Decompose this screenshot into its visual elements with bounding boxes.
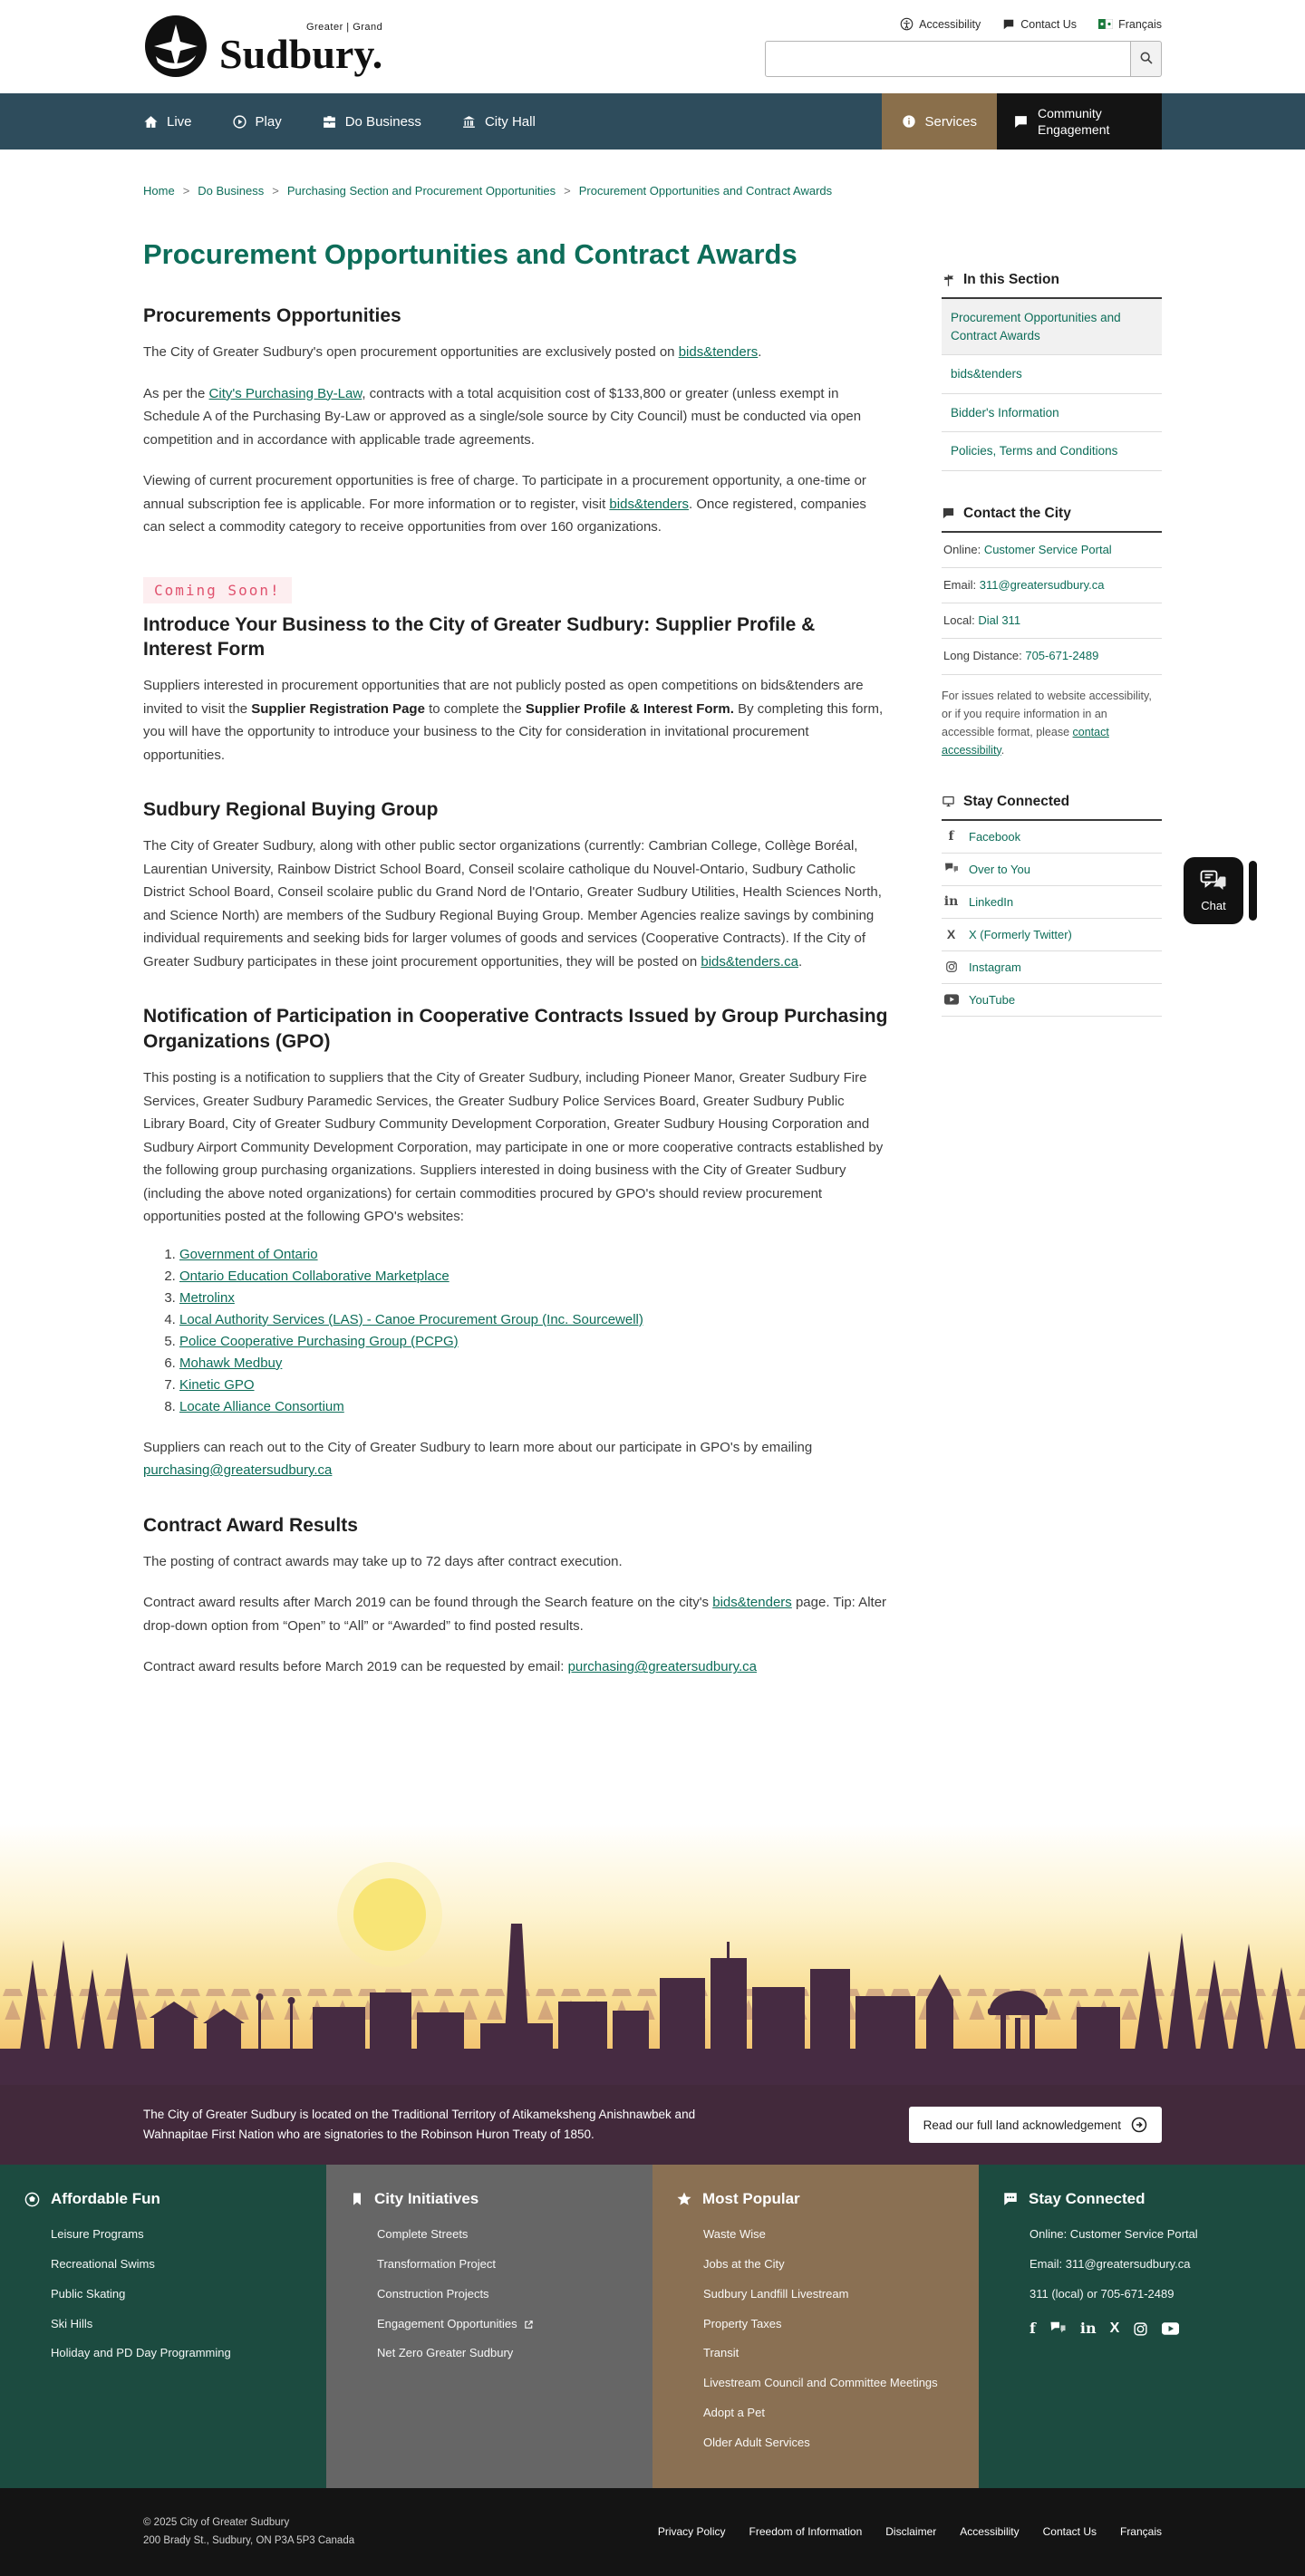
inline-link[interactable]: bids&tenders <box>609 496 689 512</box>
breadcrumb-separator: > <box>272 184 279 198</box>
list-item <box>179 1377 888 1393</box>
search-icon <box>1139 51 1154 68</box>
gpo-link[interactable]: Government of Ontario <box>179 1246 318 1262</box>
site-footer <box>0 2165 1305 2488</box>
site-search <box>765 41 1162 77</box>
utility-links <box>900 17 1162 31</box>
facebook-icon[interactable]: f <box>1030 2320 1036 2338</box>
breadcrumb-purchasing-section[interactable]: Purchasing Section and Procurement Opportunities <box>286 184 556 198</box>
list-item <box>179 1356 888 1371</box>
footer-col-affordable-fun: Affordable Fun Leisure Programs Recreational Swims Public Skating Ski Hills Holiday and PD Day Programming <box>0 2165 326 2488</box>
footer-link[interactable]: Holiday and PD Day Programming <box>51 2346 231 2360</box>
social-row-facebook <box>942 821 1162 854</box>
nav-item-play[interactable]: Play <box>232 114 282 130</box>
site-header <box>0 0 1305 93</box>
gpo-link[interactable]: Local Authority Services (LAS) - Canoe Procurement Group (Inc. Sourcewell) <box>179 1311 643 1327</box>
logo-mark-icon <box>143 14 208 83</box>
social-row-youtube <box>942 984 1162 1017</box>
soccer-ball-icon <box>24 2191 41 2208</box>
breadcrumb <box>143 184 1162 198</box>
footer-link[interactable]: Public Skating <box>51 2286 126 2301</box>
contact-row-online: Online: Customer Service Portal <box>942 533 1162 568</box>
footer-link[interactable]: Sudbury Landfill Livestream <box>703 2286 849 2301</box>
contact-us-link[interactable]: Contact Us <box>1042 2525 1097 2539</box>
over-to-you-icon[interactable] <box>1049 2321 1067 2336</box>
social-row-x <box>942 919 1162 951</box>
main-content <box>143 228 888 1697</box>
footer-link[interactable]: Jobs at the City <box>703 2256 785 2271</box>
contact-city-title: Contact the City <box>963 505 1071 521</box>
gpo-link[interactable]: Mohawk Medbuy <box>179 1355 283 1371</box>
social-row-over-to-you <box>942 854 1162 886</box>
accessibility-link[interactable]: Accessibility <box>900 17 981 31</box>
facebook-link[interactable]: Facebook <box>969 829 1021 844</box>
footer-col-stay-connected: Stay Connected Online: Customer Service Portal Email: 311@greatersudbury.ca 311 (local) or 705-671-2489 f in X <box>979 2165 1305 2488</box>
sidebar-item-policies[interactable]: Policies, Terms and Conditions <box>942 432 1162 471</box>
footer-link[interactable]: Transformation Project <box>377 2256 497 2271</box>
paragraph: Viewing of current procurement opportunities is free of charge. To participate in a procurement opportunity, a one-time or annual subscription fee is applicable. For more information or to register, visit bids&tenders. Once registered, companies can select a commodity category to receive opportunities from over 160 organizations. <box>143 473 866 535</box>
list-item <box>179 1399 888 1414</box>
dial-311-link[interactable]: Dial 311 <box>978 613 1021 628</box>
footer-link[interactable]: Waste Wise <box>703 2227 766 2241</box>
inline-link[interactable]: purchasing@greatersudbury.ca <box>567 1659 757 1675</box>
footer-col-city-initiatives: City Initiatives Complete Streets Transformation Project Construction Projects Engagement Opportunities Net Zero Greater Sudbury <box>326 2165 652 2488</box>
land-acknowledgement-text: The City of Greater Sudbury is located on the Traditional Territory of Atikameksheng Anishnawbek and Wahnapitae First Nation who are signatories to the Robinson Huron Treaty of 1850. <box>143 2107 696 2141</box>
breadcrumb-separator: > <box>564 184 571 198</box>
play-circle-icon <box>232 114 247 130</box>
customer-service-portal-link[interactable]: Customer Service Portal <box>983 542 1112 556</box>
contact-city-box <box>942 506 1162 759</box>
nav-item-live[interactable]: Live <box>143 114 192 130</box>
section-heading-gpo: Notification of Participation in Cooperative Contracts Issued by Group Purchasing Organizations (GPO) <box>143 1006 888 1052</box>
social-row-linkedin <box>942 886 1162 919</box>
info-icon <box>902 114 916 129</box>
chat-bubble-icon <box>1013 114 1029 130</box>
paragraph: The City of Greater Sudbury's open procurement opportunities are exclusively posted on bids&tenders. <box>143 344 762 361</box>
paragraph: Suppliers interested in procurement opportunities that are not publicly posted as open competitions on bids&tenders are invited to visit the Supplier Registration Page to complete the Supplier Profile & Interest Form. By completing this form, you will have the opportunity to introduce your business to the City for consideration in invitational procurement opportunities. <box>143 678 884 763</box>
chat-button[interactable]: Chat <box>1184 857 1243 924</box>
nav-services[interactable]: Services <box>882 93 997 150</box>
bold-text: Supplier Profile & Interest Form. <box>525 700 734 717</box>
bookmark-icon <box>350 2191 364 2207</box>
chat-widget <box>1184 857 1257 924</box>
section-heading-supplier-form: Introduce Your Business to the City of Greater Sudbury: Supplier Profile & Interest Form <box>143 613 816 660</box>
section-sign-icon <box>942 274 955 287</box>
in-this-section-title: In this Section <box>963 272 1059 287</box>
page-title: Procurement Opportunities and Contract Awards <box>143 238 798 270</box>
briefcase-icon <box>322 114 337 130</box>
section-heading-buying-group: Sudbury Regional Buying Group <box>143 799 439 821</box>
house-icon <box>143 114 159 130</box>
disclaimer-link[interactable]: Disclaimer <box>885 2525 937 2539</box>
search-button[interactable] <box>1131 41 1162 77</box>
instagram-link[interactable]: Instagram <box>969 960 1021 974</box>
instagram-icon <box>943 960 959 973</box>
chat-bubble-icon <box>1002 2191 1019 2207</box>
arrow-circle-icon <box>1131 2117 1147 2133</box>
linkedin-icon: in <box>943 894 959 910</box>
linkedin-icon[interactable]: in <box>1079 2320 1097 2338</box>
breadcrumb-separator: > <box>182 184 190 198</box>
footer-link[interactable]: Recreational Swims <box>51 2256 155 2271</box>
site-logo[interactable] <box>143 14 382 83</box>
chat-handle[interactable] <box>1249 861 1257 921</box>
inline-link[interactable]: contact accessibility <box>942 725 1109 757</box>
x-twitter-icon: X <box>946 927 956 942</box>
paragraph: The posting of contract awards may take up to 72 days after contract execution. <box>143 1553 623 1569</box>
facebook-icon: f <box>948 829 954 844</box>
list-item <box>179 1312 888 1327</box>
social-row-instagram <box>942 951 1162 984</box>
footer-link[interactable]: Adopt a Pet <box>703 2406 765 2420</box>
freedom-of-information-link[interactable]: Freedom of Information <box>749 2525 863 2539</box>
list-item <box>179 1247 888 1262</box>
over-to-you-link[interactable]: Over to You <box>969 862 1030 876</box>
external-link-icon <box>524 2320 534 2330</box>
contact-row-long-distance: Long Distance: 705-671-2489 <box>942 639 1162 674</box>
footer-contact-email[interactable]: Email: 311@greatersudbury.ca <box>1030 2256 1191 2271</box>
paragraph: Contract award results after March 2019 can be found through the Search feature on the city's bids&tenders page. Tip: Alter drop-down option from “Open” to “All” or “Awarded” to find posted results. <box>143 1595 887 1634</box>
linkedin-link[interactable]: LinkedIn <box>969 894 1014 909</box>
footer-link[interactable]: Net Zero Greater Sudbury <box>377 2346 514 2360</box>
contact-row-email: Email: 311@greatersudbury.ca <box>942 568 1162 603</box>
footer-link-engagement[interactable]: Engagement Opportunities <box>377 2316 620 2333</box>
long-distance-link[interactable]: 705-671-2489 <box>1025 649 1099 663</box>
inline-link[interactable]: purchasing@greatersudbury.ca <box>143 1462 333 1479</box>
footer-link[interactable]: Complete Streets <box>377 2227 469 2241</box>
accessibility-note: For issues related to website accessibility, or if you require information in an accessible format, please contact accessibility. <box>942 689 1152 757</box>
x-twitter-link[interactable]: X (Formerly Twitter) <box>969 927 1072 941</box>
youtube-link[interactable]: YouTube <box>969 992 1016 1007</box>
over-to-you-icon <box>943 863 959 875</box>
instagram-icon[interactable] <box>1133 2321 1148 2337</box>
francais-link[interactable]: Français <box>1119 2525 1162 2539</box>
youtube-icon <box>943 994 959 1005</box>
skyline-illustration <box>0 1824 1305 2085</box>
section-heading-procurements: Procurements Opportunities <box>143 304 401 326</box>
bottom-bar <box>0 2488 1305 2576</box>
monitor-icon <box>942 795 955 808</box>
footer-link[interactable]: Leisure Programs <box>51 2227 144 2241</box>
sidebar <box>942 228 1162 1051</box>
footer-contact-online[interactable]: Online: Customer Service Portal <box>1030 2227 1198 2241</box>
paragraph: As per the City's Purchasing By-Law, contracts with a total acquisition cost of $133,800 or greater (unless exempt in Schedule A of the Purchasing By-Law or approved as a single/sole source by City Council) must be conducted via open competition and in accordance with applicable trade agreements. <box>143 385 862 448</box>
land-acknowledgement-bar <box>0 2085 1305 2165</box>
bold-text: Supplier Registration Page <box>251 700 425 717</box>
footer-link[interactable]: Older Adult Services <box>703 2435 810 2449</box>
speech-bubble-icon <box>1002 18 1015 31</box>
star-icon <box>676 2191 692 2207</box>
x-twitter-icon[interactable]: X <box>1109 2320 1120 2337</box>
contact-us-link[interactable]: Contact Us <box>1002 17 1077 31</box>
logo-wordmark: Sudbury. <box>219 31 383 77</box>
bottom-links <box>658 2525 1162 2538</box>
inline-link[interactable]: bids&tenders <box>678 344 759 361</box>
search-input[interactable] <box>765 41 1131 77</box>
city-hall-icon <box>461 114 477 130</box>
gpo-link[interactable]: Metrolinx <box>179 1289 235 1306</box>
contact-row-local: Local: Dial 311 <box>942 603 1162 639</box>
gpo-link[interactable]: Kinetic GPO <box>179 1376 255 1393</box>
youtube-icon[interactable] <box>1162 2322 1179 2335</box>
stay-connected-title: Stay Connected <box>963 793 1070 809</box>
land-acknowledgement-button[interactable]: Read our full land acknowledgement <box>909 2107 1162 2143</box>
nav-item-city-hall[interactable]: City Hall <box>461 114 536 130</box>
breadcrumb-current-page[interactable]: Procurement Opportunities and Contract Awards <box>578 184 833 198</box>
inline-link[interactable]: bids&tenders <box>712 1595 792 1611</box>
gpo-list <box>179 1247 888 1414</box>
paragraph: Suppliers can reach out to the City of Greater Sudbury to learn more about our participate in GPO's by emailing purchasing@greatersudbury.ca <box>143 1439 813 1479</box>
section-heading-contract-awards: Contract Award Results <box>143 1514 358 1536</box>
inline-link[interactable]: City's Purchasing By-Law <box>208 385 362 401</box>
paragraph: Contract award results before March 2019 can be requested by email: purchasing@greatersudbury.ca <box>143 1659 757 1675</box>
stay-connected-box <box>942 794 1162 1017</box>
footer-social-row <box>1030 2321 1278 2337</box>
address-text: 200 Brady St., Sudbury, ON P3A 5P3 Canada <box>143 2535 355 2547</box>
nav-item-do-business[interactable]: Do Business <box>322 114 421 130</box>
paragraph: This posting is a notification to suppliers that the City of Greater Sudbury, including Pioneer Manor, Greater Sudbury Fire Services, Greater Sudbury Paramedic Services, the Greater Sudbury Police Services Board, Greater Sudbury Public Library Board, City of Greater Sudbury Community Development Corporation, Greater Sudbury Housing Corporation and Sudbury Airport Community Development Corporation, may participate in one or more cooperative contracts established by the following group purchasing organizations. Suppliers interested in doing business with the City of Greater Sudbury (including the above noted organizations) for certain commodities procured by GPO's should review procurement opportunities posted at the following GPO's websites: <box>143 1070 884 1225</box>
footer-link[interactable]: Ski Hills <box>51 2316 93 2330</box>
breadcrumb-do-business[interactable]: Do Business <box>198 184 265 198</box>
sidebar-item-bidders-information[interactable]: Bidder's Information <box>942 394 1162 433</box>
breadcrumb-home[interactable]: Home <box>143 184 175 198</box>
footer-contact-phone: 311 (local) or 705-671-2489 <box>1030 2286 1174 2301</box>
footer-link[interactable]: Property Taxes <box>703 2316 782 2330</box>
copyright-text: © 2025 City of Greater Sudbury <box>143 2516 290 2528</box>
speech-bubble-icon <box>942 507 955 520</box>
paragraph: The City of Greater Sudbury, along with other public sector organizations (currently: Cambrian College, Collège Boréal, Laurentian University, Rainbow District School Board, Conseil scolaire catholique du Nouvel-Ontario, Sudbury Catholic District School Board, Conseil scolaire public du Grand Nord de l'Ontario, Greater Sudbury Utilities, Health Sciences North, and Science North) are members of the Sudbury Regional Buying Group. Member Agencies realize savings by combining individual requirements and seeking bids for larger volumes of goods and services (Cooperative Contracts). If the City of Greater Sudbury participates in these joint procurement opportunities, they will be posted on bids&tenders.ca. <box>143 838 882 970</box>
privacy-policy-link[interactable]: Privacy Policy <box>657 2525 726 2539</box>
accessibility-link[interactable]: Accessibility <box>960 2525 1020 2539</box>
logo-tagline: Greater | Grand <box>305 22 383 33</box>
footer-link[interactable]: Construction Projects <box>377 2286 489 2301</box>
chat-icon <box>1200 870 1227 894</box>
list-item <box>179 1290 888 1306</box>
contact-email-link[interactable]: 311@greatersudbury.ca <box>979 578 1105 592</box>
gpo-link[interactable]: Locate Alliance Consortium <box>179 1398 344 1414</box>
list-item <box>179 1269 888 1284</box>
footer-link[interactable]: Transit <box>703 2346 740 2360</box>
accessibility-icon <box>900 17 914 31</box>
coming-soon-badge: Coming Soon! <box>143 577 292 603</box>
franco-ontarian-flag-icon <box>1098 19 1113 29</box>
nav-community-engagement[interactable]: Community Engagement <box>997 93 1162 150</box>
sidebar-item-bids-tenders[interactable]: bids&tenders <box>942 355 1162 394</box>
gpo-link[interactable]: Ontario Education Collaborative Marketplace <box>179 1268 450 1284</box>
inline-link[interactable]: bids&tenders.ca <box>701 953 798 970</box>
in-this-section-box <box>942 272 1162 471</box>
sidebar-item-procurement-opportunities[interactable]: Procurement Opportunities and Contract Awards <box>942 299 1162 355</box>
main-nav <box>0 93 1305 150</box>
footer-col-most-popular: Most Popular Waste Wise Jobs at the City Sudbury Landfill Livestream Property Taxes Transit Livestream Council and Committee Meetings Adopt a Pet Older Adult Services <box>652 2165 979 2488</box>
list-item <box>179 1334 888 1349</box>
francais-link[interactable]: Français <box>1098 17 1162 31</box>
gpo-link[interactable]: Police Cooperative Purchasing Group (PCPG) <box>179 1333 459 1349</box>
footer-link[interactable]: Livestream Council and Committee Meetings <box>703 2376 938 2390</box>
